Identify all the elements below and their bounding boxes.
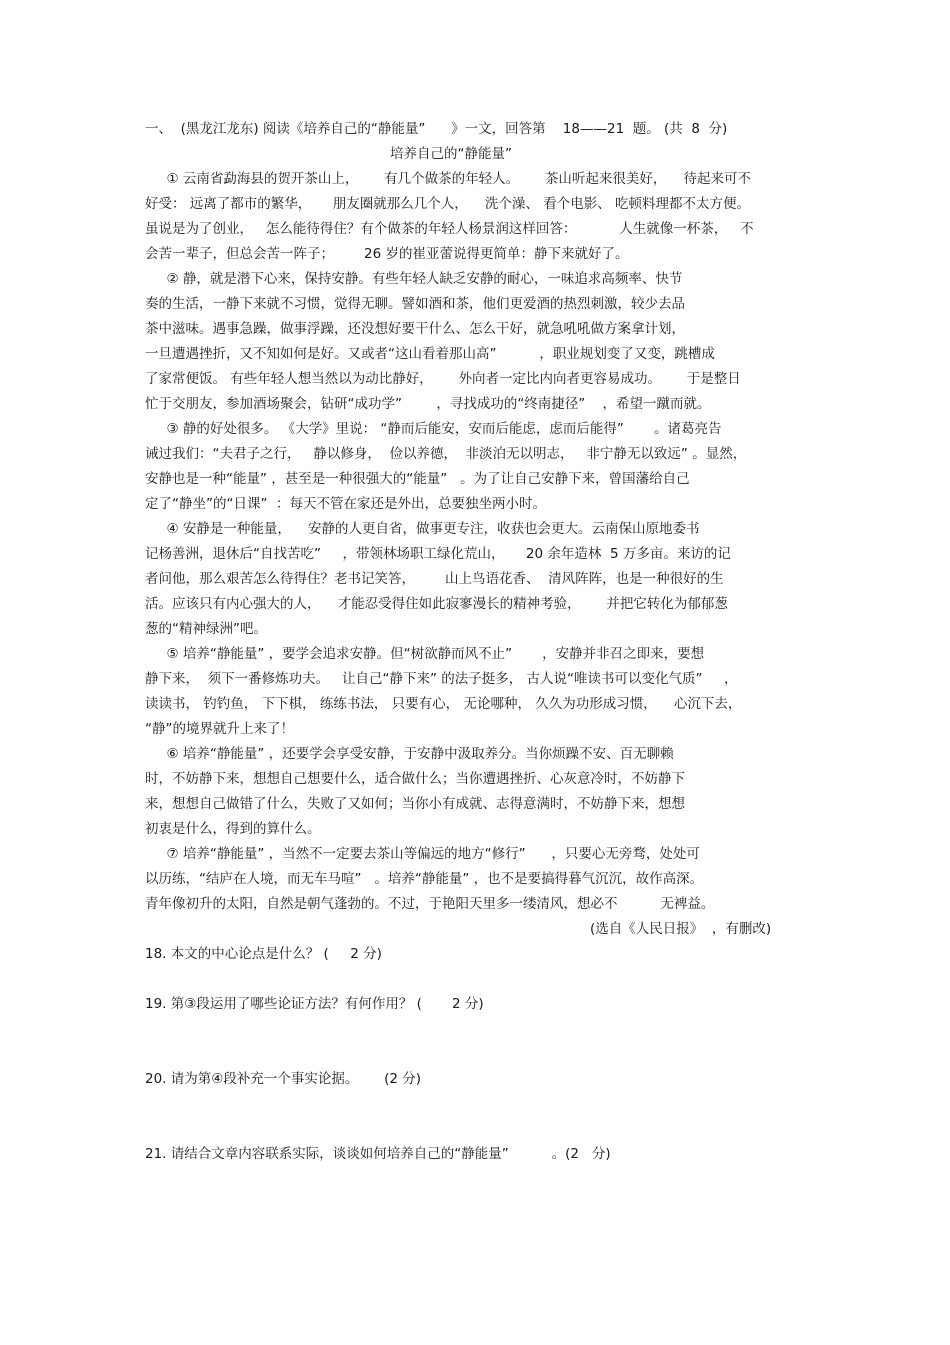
question-20: 20. 请为第④段补充一个事实论据。 (2 分) — [145, 1071, 422, 1087]
paragraph-7-line-1: ⑦ 培养“静能量” ，当然不一定要去茶山等偏远的地方“修行” ，只要心无旁骛，处处可 — [145, 846, 700, 862]
question-21: 21. 请结合文章内容联系实际，谈谈如何培养自己的“静能量” 。(2 分) — [145, 1146, 611, 1162]
paragraph-4-line-4: 活。应该只有内心强大的人， 才能忍受得住如此寂寥漫长的精神考验， 并把它转化为郁郁葱 — [145, 596, 728, 612]
paragraph-3-line-4: 定了“静坐”的“日课” ：每天不管在家还是外出，总要独坐两小时。 — [145, 496, 547, 512]
article-title: 培养自己的“静能量” — [390, 146, 512, 162]
paragraph-5-line-1: ⑤ 培养“静能量” ，要学会追求安静。但“树欲静而风不止” ，安静并非召之即来，要想 — [145, 646, 705, 662]
paragraph-3-line-1: ③ 静的好处很多。 《大学》里说： “静而后能安，安而后能虑，虑而后能得” 。诸葛亮告 — [145, 421, 722, 437]
paragraph-2-line-2: 奏的生活，一静下来就不习惯，觉得无聊。譬如酒和茶，他们更爱酒的热烈刺激，较少去品 — [145, 296, 685, 312]
question-18: 18. 本文的中心论点是什么？ ( 2 分) — [145, 946, 382, 962]
paragraph-3-line-2: 诫过我们：“夫君子之行， 静以修身， 俭以养德， 非淡泊无以明志， 非宁静无以致远” 。显然， — [145, 446, 747, 462]
paragraph-1-line-4: 会苦一辈子，但总会苦一阵子； 26 岁的崔亚蕾说得更简单：静下来就好了。 — [145, 246, 629, 262]
paragraph-6-line-2: 时，不妨静下来，想想自己想要什么，适合做什么；当你遭遇挫折、心灰意冷时，不妨静下 — [145, 771, 685, 787]
paragraph-6-line-1: ⑥ 培养“静能量” ，还要学会享受安静，于安静中汲取养分。当你烦躁不安、百无聊赖 — [145, 746, 674, 762]
paragraph-2-line-4: 一旦遭遇挫折，又不知如何是好。又或者“这山看着那山高” ，职业规划变了又变，跳槽成 — [145, 346, 715, 362]
question-19: 19. 第③段运用了哪些论证方法？有何作用？ ( 2 分) — [145, 996, 484, 1012]
paragraph-1-line-2: 好受： 远离了都市的繁华， 朋友圈就那么几个人， 洗个澡、 看个电影、 吃顿料理都不太方便。 — [145, 196, 750, 212]
paragraph-4-line-3: 者问他，那么艰苦怎么待得住？老书记笑答， 山上鸟语花香、 清风阵阵，也是一种很好的生 — [145, 571, 724, 587]
paragraph-2-line-5: 了家常便饭。 有些年轻人想当然以为动比静好， 外向者一定比内向者更容易成功。 于是整日 — [145, 371, 741, 387]
section-heading: 一、 (黑龙江龙东) 阅读《培养自己的“静能量” 》一文，回答第 18——21 题。 (共 8 分) — [145, 121, 728, 137]
paragraph-5-line-2: 静下来， 须下一番修炼功夫。 让自己“静下来” 的法子挺多， 古人说“唯读书可以变化气质” ， — [145, 671, 738, 687]
paragraph-4-line-2: 记杨善洲，退休后“自找苦吃” ，带领林场职工绿化荒山， 20 余年造林 5 万多亩。来访的记 — [145, 546, 731, 562]
paragraph-1-line-3: 虽说是为了创业， 怎么能待得住？有个做茶的年轻人杨景润这样回答： 人生就像一杯茶， 不 — [145, 221, 754, 237]
paragraph-7-line-3: 青年像初升的太阳，自然是朝气蓬勃的。不过，于艳阳天里多一缕清风，想必不 无裨益。 — [145, 896, 715, 912]
paragraph-4-line-5: 葱的“精神绿洲”吧。 — [145, 621, 267, 637]
paragraph-5-line-3: 读读书， 钓钓鱼， 下下棋， 练练书法， 只要有心， 无论哪种， 久久为功形成习惯， 心沉下去， — [145, 696, 742, 712]
source-note: (选自《人民日报》 ，有删改) — [590, 921, 772, 937]
paragraph-2-line-6: 忙于交朋友，参加酒场聚会，钻研“成功学” ，寻找成功的“终南捷径” ，希望一蹴而就。 — [145, 396, 711, 412]
paragraph-2-line-1: ② 静，就是潜下心来，保持安静。有些年轻人缺乏安静的耐心，一味追求高频率、快节 — [145, 271, 683, 287]
paragraph-1-line-1: ① 云南省勐海县的贺开茶山上， 有几个做茶的年轻人。 茶山听起来很美好， 待起来可不 — [145, 171, 752, 187]
paragraph-7-line-2: 以历练，“结庐在人境，而无车马喧” 。培养“静能量” ，也不是要搞得暮气沉沉，故作高深。 — [145, 871, 704, 887]
paragraph-3-line-3: 安静也是一种“能量” ，甚至是一种很强大的“能量” 。为了让自己安静下来，曾国藩给自己 — [145, 471, 690, 487]
paragraph-2-line-3: 茶中滋味。遇事急躁，做事浮躁，还没想好要干什么、怎么干好，就急吼吼做方案拿计划， — [145, 321, 685, 337]
paragraph-5-line-4: “静”的境界就升上来了！ — [145, 721, 294, 737]
paragraph-6-line-4: 初衷是什么，得到的算什么。 — [145, 821, 321, 837]
paragraph-4-line-1: ④ 安静是一种能量， 安静的人更自省，做事更专注，收获也会更大。云南保山原地委书 — [145, 521, 700, 537]
paragraph-6-line-3: 来，想想自己做错了什么，失败了又如何；当你小有成就、志得意满时，不妨静下来，想想 — [145, 796, 685, 812]
